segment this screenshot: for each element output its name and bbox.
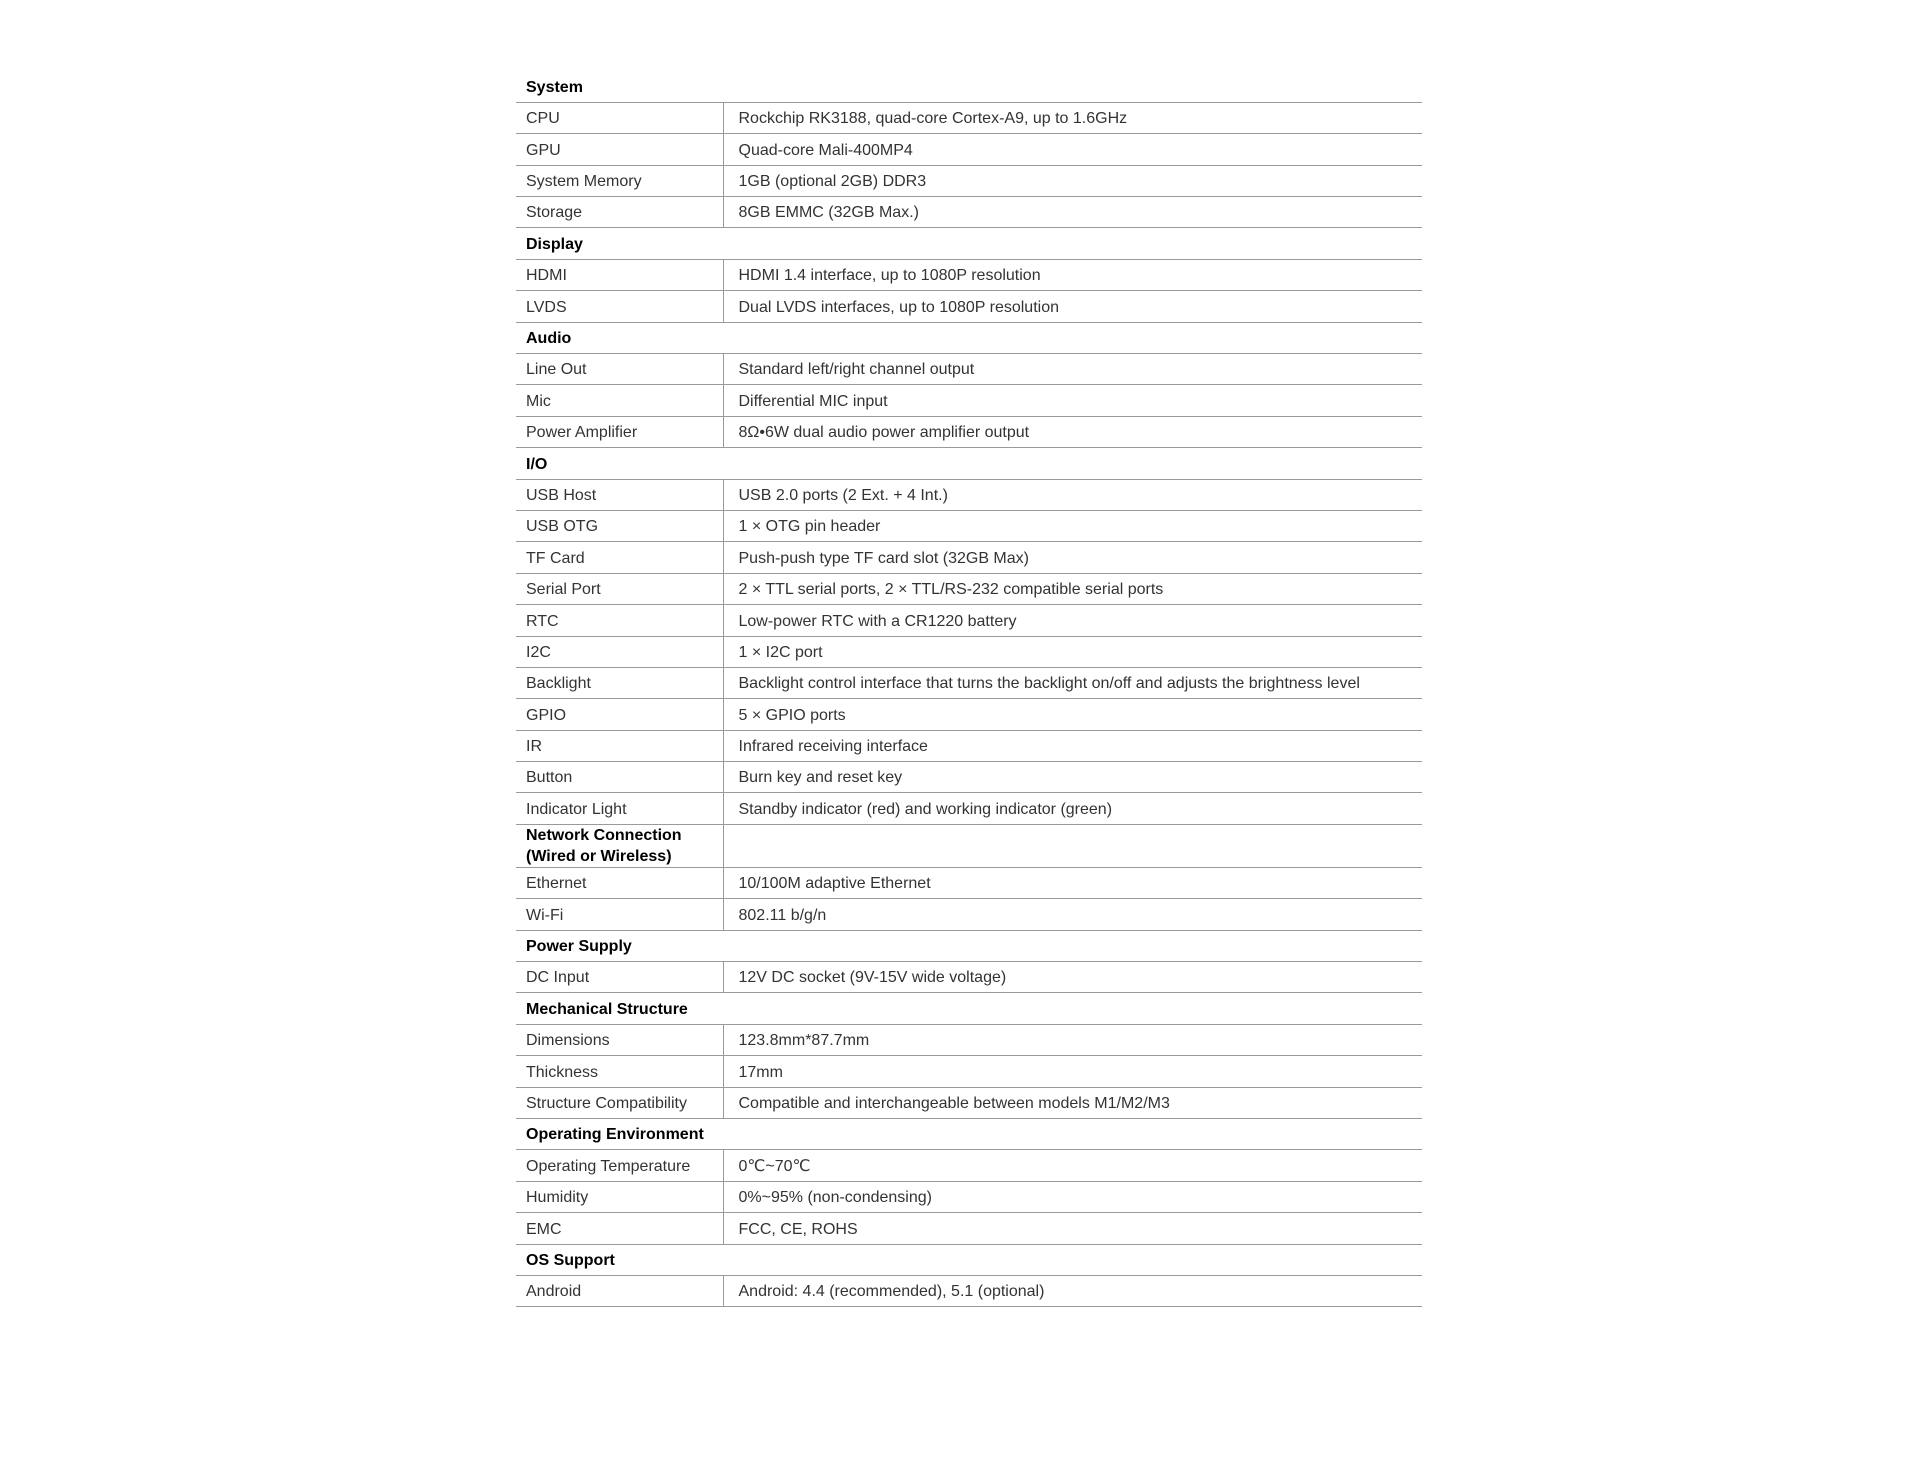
table-row bbox=[516, 1056, 1422, 1087]
section-empty-cell bbox=[723, 824, 1422, 867]
spec-label: IR bbox=[516, 730, 723, 761]
section-header bbox=[516, 824, 1422, 867]
section-title: System bbox=[516, 71, 1422, 102]
spec-value: Quad-core Mali-400MP4 bbox=[723, 134, 1422, 165]
section-header bbox=[516, 228, 1422, 259]
table-row bbox=[516, 1087, 1422, 1118]
spec-label: Ethernet bbox=[516, 867, 723, 898]
spec-label: Backlight bbox=[516, 667, 723, 698]
spec-value: 1 × I2C port bbox=[723, 636, 1422, 667]
spec-label: GPIO bbox=[516, 699, 723, 730]
table-row bbox=[516, 197, 1422, 228]
table-row bbox=[516, 291, 1422, 322]
section-header bbox=[516, 448, 1422, 479]
spec-label: GPU bbox=[516, 134, 723, 165]
spec-value: Push-push type TF card slot (32GB Max) bbox=[723, 542, 1422, 573]
spec-value: Dual LVDS interfaces, up to 1080P resolution bbox=[723, 291, 1422, 322]
spec-label: USB Host bbox=[516, 479, 723, 510]
table-row bbox=[516, 962, 1422, 993]
section-title: I/O bbox=[516, 448, 1422, 479]
spec-label: Operating Temperature bbox=[516, 1150, 723, 1181]
spec-value: 1GB (optional 2GB) DDR3 bbox=[723, 165, 1422, 196]
table-row bbox=[516, 1213, 1422, 1244]
section-title: Mechanical Structure bbox=[516, 993, 1422, 1024]
table-row bbox=[516, 385, 1422, 416]
spec-label: Power Amplifier bbox=[516, 416, 723, 447]
spec-value: 0℃~70℃ bbox=[723, 1150, 1422, 1181]
table-row bbox=[516, 667, 1422, 698]
spec-label: Thickness bbox=[516, 1056, 723, 1087]
spec-value: Low-power RTC with a CR1220 battery bbox=[723, 605, 1422, 636]
table-row bbox=[516, 259, 1422, 290]
spec-label: Wi-Fi bbox=[516, 899, 723, 930]
section-title: Display bbox=[516, 228, 1422, 259]
spec-table bbox=[516, 71, 1422, 1307]
spec-value: Differential MIC input bbox=[723, 385, 1422, 416]
section-header bbox=[516, 1244, 1422, 1275]
spec-value: 0%~95% (non-condensing) bbox=[723, 1181, 1422, 1212]
table-row bbox=[516, 416, 1422, 447]
table-row bbox=[516, 762, 1422, 793]
section-title: Power Supply bbox=[516, 930, 1422, 961]
spec-value: Standard left/right channel output bbox=[723, 354, 1422, 385]
spec-label: Structure Compatibility bbox=[516, 1087, 723, 1118]
section-header bbox=[516, 993, 1422, 1024]
table-row bbox=[516, 1024, 1422, 1055]
spec-value: Rockchip RK3188, quad-core Cortex-A9, up to 1.6GHz bbox=[723, 102, 1422, 133]
table-row bbox=[516, 542, 1422, 573]
section-title: OS Support bbox=[516, 1244, 1422, 1275]
spec-label: HDMI bbox=[516, 259, 723, 290]
table-row bbox=[516, 605, 1422, 636]
table-row bbox=[516, 867, 1422, 898]
section-header bbox=[516, 930, 1422, 961]
spec-value: Backlight control interface that turns the backlight on/off and adjusts the brightness level bbox=[723, 667, 1422, 698]
table-row bbox=[516, 899, 1422, 930]
spec-value: Android: 4.4 (recommended), 5.1 (optional) bbox=[723, 1275, 1422, 1306]
spec-label: RTC bbox=[516, 605, 723, 636]
table-row bbox=[516, 699, 1422, 730]
table-row bbox=[516, 1150, 1422, 1181]
spec-label: Indicator Light bbox=[516, 793, 723, 824]
section-title: Network Connection (Wired or Wireless) bbox=[516, 824, 723, 867]
spec-value: 17mm bbox=[723, 1056, 1422, 1087]
spec-label: Storage bbox=[516, 197, 723, 228]
spec-value: USB 2.0 ports (2 Ext. + 4 Int.) bbox=[723, 479, 1422, 510]
table-row bbox=[516, 1181, 1422, 1212]
table-row bbox=[516, 134, 1422, 165]
table-row bbox=[516, 573, 1422, 604]
spec-label: USB OTG bbox=[516, 510, 723, 541]
spec-value: Standby indicator (red) and working indicator (green) bbox=[723, 793, 1422, 824]
table-row bbox=[516, 165, 1422, 196]
spec-label: CPU bbox=[516, 102, 723, 133]
spec-label: Serial Port bbox=[516, 573, 723, 604]
spec-value: 1 × OTG pin header bbox=[723, 510, 1422, 541]
spec-label: LVDS bbox=[516, 291, 723, 322]
section-header bbox=[516, 322, 1422, 353]
spec-label: System Memory bbox=[516, 165, 723, 196]
table-row bbox=[516, 793, 1422, 824]
spec-value: 2 × TTL serial ports, 2 × TTL/RS-232 compatible serial ports bbox=[723, 573, 1422, 604]
spec-label: Dimensions bbox=[516, 1024, 723, 1055]
spec-value: Burn key and reset key bbox=[723, 762, 1422, 793]
table-row bbox=[516, 730, 1422, 761]
table-row bbox=[516, 479, 1422, 510]
spec-label: EMC bbox=[516, 1213, 723, 1244]
spec-value: 12V DC socket (9V-15V wide voltage) bbox=[723, 962, 1422, 993]
spec-value: Compatible and interchangeable between models M1/M2/M3 bbox=[723, 1087, 1422, 1118]
table-row bbox=[516, 354, 1422, 385]
section-header bbox=[516, 71, 1422, 102]
spec-value: FCC, CE, ROHS bbox=[723, 1213, 1422, 1244]
spec-label: TF Card bbox=[516, 542, 723, 573]
spec-value: HDMI 1.4 interface, up to 1080P resolution bbox=[723, 259, 1422, 290]
spec-label: Mic bbox=[516, 385, 723, 416]
spec-label: Line Out bbox=[516, 354, 723, 385]
section-header bbox=[516, 1119, 1422, 1150]
spec-value: 10/100M adaptive Ethernet bbox=[723, 867, 1422, 898]
spec-label: Android bbox=[516, 1275, 723, 1306]
spec-label: Humidity bbox=[516, 1181, 723, 1212]
spec-label: DC Input bbox=[516, 962, 723, 993]
spec-table-body bbox=[516, 71, 1422, 1307]
spec-value: 5 × GPIO ports bbox=[723, 699, 1422, 730]
table-row bbox=[516, 510, 1422, 541]
table-row bbox=[516, 1275, 1422, 1306]
spec-label: Button bbox=[516, 762, 723, 793]
spec-value: 8GB EMMC (32GB Max.) bbox=[723, 197, 1422, 228]
spec-value: 802.11 b/g/n bbox=[723, 899, 1422, 930]
spec-value: 123.8mm*87.7mm bbox=[723, 1024, 1422, 1055]
spec-value: Infrared receiving interface bbox=[723, 730, 1422, 761]
section-title: Operating Environment bbox=[516, 1119, 1422, 1150]
spec-value: 8Ω•6W dual audio power amplifier output bbox=[723, 416, 1422, 447]
table-row bbox=[516, 102, 1422, 133]
section-title: Audio bbox=[516, 322, 1422, 353]
spec-label: I2C bbox=[516, 636, 723, 667]
table-row bbox=[516, 636, 1422, 667]
